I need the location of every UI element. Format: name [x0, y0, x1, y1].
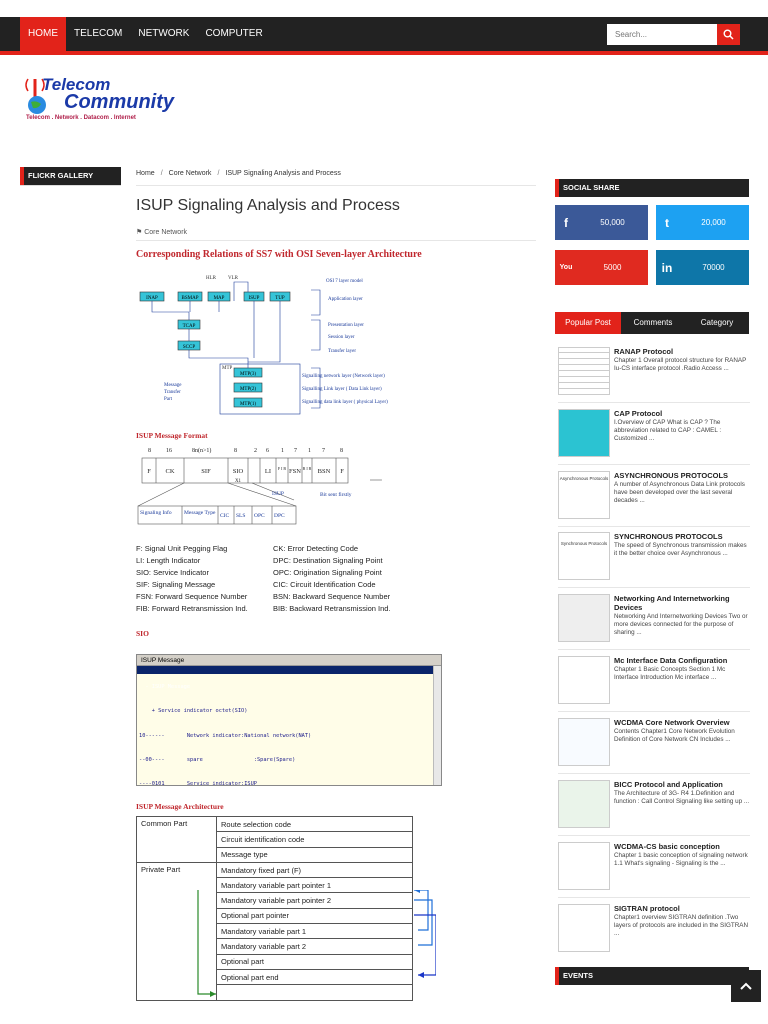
arrow-pointer2: [414, 900, 432, 945]
definition-left: F: Signal Unit Pegging Flag: [136, 544, 228, 553]
post-divider: [558, 464, 750, 465]
post-thumbnail[interactable]: [558, 409, 610, 457]
svg-text:Signaling Info: Signaling Info: [140, 510, 172, 516]
decode-window-lines: - ISUP Message + Service indicator octet(SIO) 10------ Network indicator:National network(NAT) --00---- spare :Spare(Spare) ----0101 Service indicator:ISUP: [139, 684, 312, 786]
label-hlr: HLR: [206, 276, 216, 281]
main-nav: [20, 17, 271, 51]
post-divider: [558, 402, 750, 403]
tag-icon: ⚑: [136, 229, 145, 236]
post-excerpt: Chapter 1 Overall protocol structure for RANAP Iu-CS interface protocol .Radio Access ...: [614, 357, 747, 372]
post-title[interactable]: CAP Protocol: [614, 409, 663, 418]
post-title[interactable]: SYNCHRONOUS PROTOCOLS: [614, 532, 723, 541]
table-cell: Mandatory fixed part (F): [217, 862, 413, 877]
post-excerpt: I.Overview of CAP What is CAP ? The abbreviation related to CAP : CAMEL : Customized ...: [614, 419, 722, 442]
breadcrumb: Home / Core Network / ISUP Signaling Analysis and Process: [136, 170, 341, 177]
post-excerpt: The speed of Synchronous transmission makes it the better choice over Asynchronous ...: [614, 542, 747, 557]
mtp-caption-2: Transfer: [164, 390, 181, 395]
post-excerpt: The Architecture of 3G- R4 1.Definition and function : Call Control Signaling like setting up ...: [614, 790, 750, 805]
table-cell: Optional part pointer: [217, 908, 413, 923]
post-divider: [558, 711, 750, 712]
linkedin-icon: in: [661, 260, 673, 275]
svg-text:F: F: [147, 468, 151, 475]
svg-text:Message Type: Message Type: [184, 510, 216, 516]
svg-text:2: 2: [254, 448, 257, 454]
definition-right: OPC: Origination Signaling Point: [273, 568, 382, 577]
post-title[interactable]: Mc Interface Data Configuration: [614, 656, 728, 665]
label-isup: ISUP: [248, 296, 260, 301]
mtp-caption-3: Part: [164, 397, 173, 402]
title-divider: [136, 240, 536, 241]
svg-text:X1: X1: [234, 479, 242, 484]
post-title[interactable]: WCDMA-CS basic conception: [614, 842, 720, 851]
popular-post-item[interactable]: [558, 347, 750, 401]
svg-text:F: F: [340, 468, 344, 475]
osi-label-2: Presentation layer: [328, 323, 364, 328]
post-excerpt: A number of Asynchronous Data Link protocols have been developed over the last several decades ...: [614, 481, 745, 504]
svg-text:8: 8: [340, 448, 343, 454]
section-heading-message-architecture: ISUP Message Architecture: [136, 802, 224, 811]
osi-label-0: OSI 7 layer model: [326, 279, 363, 284]
post-title[interactable]: WCDMA Core Network Overview: [614, 718, 730, 727]
label-inap: INAP: [146, 296, 158, 301]
facebook-count: 50,000: [600, 218, 625, 227]
linkedin-count: 70000: [702, 263, 725, 272]
popular-post-item[interactable]: [558, 409, 750, 463]
table-cell: Message type: [217, 847, 413, 862]
post-divider: [558, 897, 750, 898]
youtube-share-tile[interactable]: [555, 250, 648, 285]
post-thumbnail[interactable]: [558, 594, 610, 642]
flickr-divider: [20, 185, 121, 186]
arrow-fixed: [198, 890, 220, 994]
breadcrumb-home[interactable]: Home: [136, 170, 155, 177]
tab-comments[interactable]: Comments: [633, 318, 673, 327]
label-sccp: SCCP: [182, 345, 196, 350]
osi-label-6: Signalling Link layer ( Data Link layer): [302, 387, 382, 392]
nav-home[interactable]: HOME: [20, 17, 66, 51]
label-mtp3: MTP(3): [239, 372, 257, 377]
svg-text:LI: LI: [264, 468, 272, 475]
breadcrumb-current: ISUP Signaling Analysis and Process: [225, 170, 341, 177]
category-label: Core Network: [144, 229, 188, 236]
twitter-icon: t: [665, 215, 669, 230]
table-cell: Optional part: [217, 954, 413, 969]
social-share-title: SOCIAL SHARE: [555, 179, 749, 197]
label-map: MAP: [213, 296, 225, 301]
linkedin-share-tile[interactable]: [656, 250, 749, 285]
post-thumbnail[interactable]: [558, 842, 610, 890]
post-title[interactable]: Networking And Internetworking Devices: [614, 594, 730, 612]
label-tcap: TCAP: [182, 324, 196, 329]
definition-left: SIO: Service Indicator: [136, 568, 209, 577]
nav-computer[interactable]: COMPUTER: [205, 28, 263, 39]
svg-text:SIF: SIF: [201, 468, 211, 475]
label-bsmap: BSMAP: [181, 296, 199, 301]
osi-label-1: Application layer: [328, 297, 363, 302]
decode-window-scrollbar[interactable]: [433, 666, 441, 786]
popular-post-item[interactable]: [558, 842, 750, 896]
post-divider: [558, 526, 750, 527]
label-mtp1: MTP(1): [239, 402, 257, 407]
popular-post-item[interactable]: [558, 532, 750, 586]
table-row: [137, 862, 413, 877]
table-cell: Route selection code: [217, 817, 413, 832]
popular-post-item[interactable]: [558, 594, 750, 648]
definition-right: DPC: Destination Signaling Point: [273, 556, 383, 565]
arrow-pointer1: [414, 890, 428, 930]
search-input[interactable]: [607, 24, 717, 45]
isup-message-decode-window: [136, 654, 442, 786]
definition-right: CIC: Circuit Identification Code: [273, 580, 376, 589]
post-divider: [558, 649, 750, 650]
popular-post-item[interactable]: [558, 780, 750, 834]
definition-left: FSN: Forward Sequence Number: [136, 592, 248, 601]
page-title: ISUP Signaling Analysis and Process: [136, 197, 400, 214]
osi-label-7: Signalling data link layer ( physical Layer): [302, 400, 388, 405]
svg-text:CK: CK: [165, 468, 175, 475]
site-logo[interactable]: [22, 75, 182, 125]
post-excerpt: Networking And Internetworking Devices Two or more devices connected for the purpose of sharing ...: [614, 613, 748, 636]
svg-text:SIO: SIO: [232, 468, 244, 475]
section-heading-ss7-osi: Corresponding Relations of SS7 with OSI Seven-layer Architecture: [136, 249, 422, 260]
svg-text:OPC: OPC: [254, 513, 265, 519]
post-divider: [558, 773, 750, 774]
arch-private-part: Private Part: [137, 862, 217, 1000]
post-title[interactable]: ASYNCHRONOUS PROTOCOLS: [614, 471, 729, 480]
ss7-osi-diagram: [136, 270, 396, 418]
svg-text:8: 8: [148, 448, 151, 454]
tab-category[interactable]: Category: [700, 318, 734, 327]
svg-text:CIC: CIC: [220, 513, 230, 519]
svg-text:BSN: BSN: [317, 468, 331, 475]
breadcrumb-category[interactable]: Core Network: [168, 170, 212, 177]
mtp-caption-1: Message: [164, 383, 182, 388]
thumb-caption: Asynchronous Protocols: [559, 476, 609, 481]
back-to-top-button[interactable]: [731, 970, 761, 1002]
search-icon: [723, 29, 734, 40]
svg-text:7: 7: [294, 448, 297, 454]
post-thumbnail[interactable]: [558, 780, 610, 828]
post-thumbnail[interactable]: [558, 471, 610, 519]
top-nav-bar: [0, 17, 768, 51]
osi-label-5: Signalling network layer (Network layer): [302, 374, 385, 379]
arch-common-part: Common Part: [137, 817, 217, 863]
post-excerpt: Chapter1 overview SIGTRAN definition .Two layers of protocols are included in the SIGTRAN ...: [614, 914, 749, 937]
breadcrumb-divider: [136, 185, 536, 186]
logo-tagline: Telecom . Network . Datacom . Internet: [26, 115, 136, 121]
popular-post-item[interactable]: [558, 718, 750, 772]
post-divider: [558, 587, 750, 588]
post-excerpt: Contents Chapter1 Core Network Evolution Definition of Core Network CN Includes ...: [614, 728, 735, 743]
post-category[interactable]: [136, 228, 187, 236]
logo-text-telecom: Telecom: [42, 75, 111, 94]
table-cell: Circuit identification code: [217, 832, 413, 847]
section-heading-sio: SIO: [136, 629, 149, 638]
flickr-gallery-title: FLICKR GALLERY: [20, 167, 121, 185]
osi-label-3: Session layer: [328, 335, 355, 340]
field-definitions: [136, 543, 391, 615]
section-heading-message-format: ISUP Message Format: [136, 431, 208, 440]
facebook-icon: f: [564, 215, 568, 230]
post-excerpt: Chapter 1 Basic Concepts Section 1 Mc Interface Introduction Mc interface ...: [614, 666, 726, 681]
nav-accent-line: [0, 51, 768, 55]
svg-text:7: 7: [322, 448, 325, 454]
svg-text:8n(n>1): 8n(n>1): [192, 448, 212, 454]
svg-text:B I B: B I B: [302, 466, 312, 471]
svg-text:SLS: SLS: [236, 513, 246, 519]
label-vlr: VLR: [228, 276, 238, 281]
popular-post-item[interactable]: [558, 471, 750, 525]
post-title[interactable]: SIGTRAN protocol: [614, 904, 680, 913]
search-button[interactable]: [717, 24, 740, 45]
table-cell: Mandatory variable part pointer 2: [217, 893, 413, 908]
post-title[interactable]: RANAP Protocol: [614, 347, 674, 356]
tab-popular-post[interactable]: Popular Post: [555, 312, 621, 334]
label-tup: TUP: [275, 296, 285, 301]
post-divider: [558, 835, 750, 836]
sidebar-tabs: [555, 312, 749, 334]
svg-text:8: 8: [234, 448, 237, 454]
twitter-share-tile[interactable]: [656, 205, 749, 240]
svg-text:F I B: F I B: [277, 466, 287, 471]
facebook-share-tile[interactable]: [555, 205, 648, 240]
popular-post-item[interactable]: [558, 656, 750, 710]
definition-right: CK: Error Detecting Code: [273, 544, 359, 553]
label-mtp: MTP: [222, 366, 233, 371]
table-cell: Mandatory variable part 2: [217, 939, 413, 954]
svg-text:Bit sent firstly: Bit sent firstly: [320, 492, 352, 498]
thumb-caption: Synchronous Protocols: [560, 541, 608, 546]
post-excerpt: Chapter 1 basic conception of signaling network 1.1 What's signaling - Signaling is the ...: [614, 852, 748, 867]
table-cell: Mandatory variable part 1: [217, 924, 413, 939]
post-title[interactable]: BICC Protocol and Application: [614, 780, 723, 789]
svg-text:ISUP: ISUP: [272, 491, 284, 497]
table-cell: Mandatory variable part pointer 1: [217, 878, 413, 893]
popular-post-item[interactable]: [558, 904, 750, 958]
post-thumbnail[interactable]: [558, 718, 610, 766]
svg-text:16: 16: [166, 448, 172, 454]
osi-label-4: Transfer layer: [328, 349, 357, 354]
table-row: [137, 817, 413, 832]
twitter-count: 20,000: [701, 218, 726, 227]
post-thumbnail[interactable]: [558, 532, 610, 580]
definition-right: BIB: Backward Retransmission Ind.: [273, 604, 391, 613]
post-thumbnail[interactable]: [558, 656, 610, 704]
definition-left: LI: Length Indicator: [136, 556, 201, 565]
nav-network[interactable]: NETWORK: [138, 28, 190, 39]
svg-text:1: 1: [308, 448, 311, 454]
search-form: [607, 24, 740, 45]
pointer-arrows: [196, 890, 436, 1000]
definition-left: FIB: Forward Retransmission Ind.: [136, 604, 248, 613]
svg-text:6: 6: [266, 448, 269, 454]
youtube-icon: You: [559, 264, 573, 271]
events-title: EVENTS: [555, 967, 749, 985]
post-thumbnail[interactable]: [558, 904, 610, 952]
svg-text:FSN: FSN: [289, 468, 301, 475]
chevron-up-icon: [739, 981, 753, 991]
isup-message-format-diagram: [136, 444, 396, 530]
logo-text-community: Community: [64, 91, 174, 113]
definition-right: BSN: Backward Sequence Number: [273, 592, 391, 601]
svg-text:DPC: DPC: [274, 513, 285, 519]
definition-left: SIF: Signaling Message: [136, 580, 216, 589]
table-cell: Optional part end: [217, 969, 413, 984]
youtube-count: 5000: [603, 263, 622, 272]
label-mtp2: MTP(2): [239, 387, 257, 392]
svg-text:1: 1: [281, 448, 284, 454]
post-thumbnail[interactable]: [558, 347, 610, 395]
decode-window-title: ISUP Message: [137, 655, 441, 666]
nav-telecom[interactable]: TELECOM: [74, 28, 123, 39]
